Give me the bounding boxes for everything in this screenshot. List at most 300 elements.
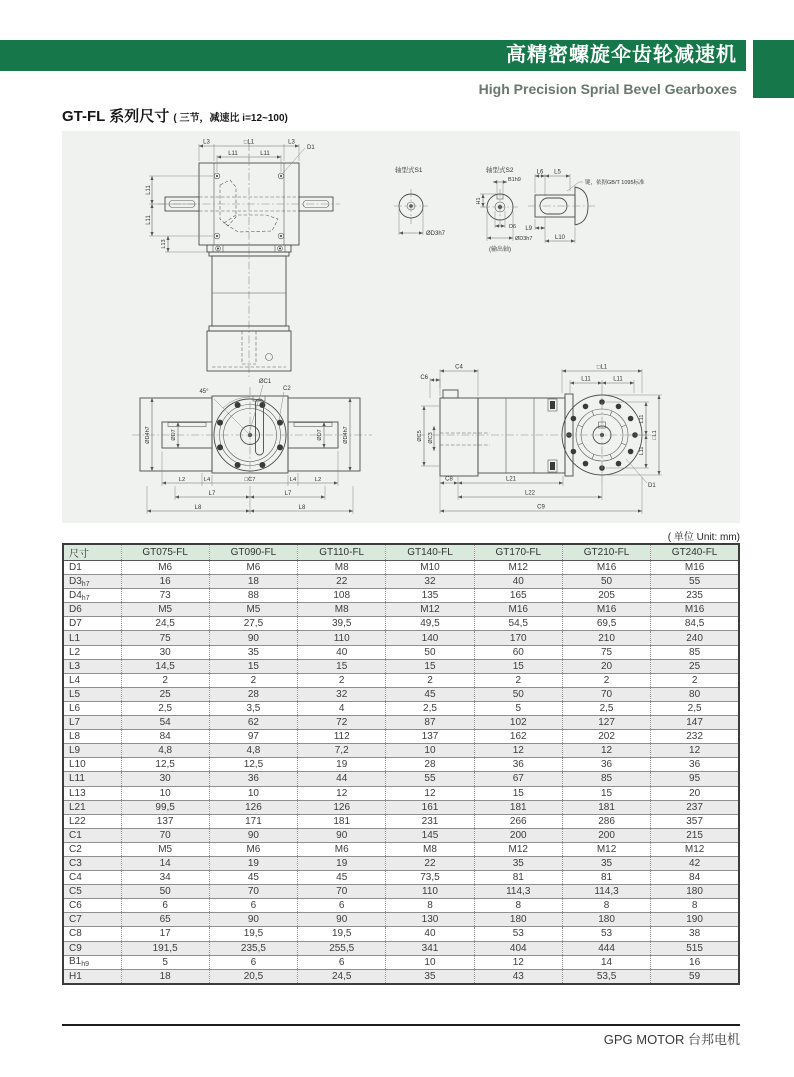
value-cell: 15: [209, 659, 297, 673]
value-cell: 90: [298, 828, 386, 842]
shaft-type-s2-drawing: [476, 165, 532, 253]
dim-label-l3-right: L3: [288, 139, 295, 146]
value-cell: 205: [562, 589, 650, 603]
table-row: [63, 645, 739, 659]
flange-dim-l4-b: L4: [289, 477, 297, 483]
value-cell: 30: [121, 772, 209, 786]
value-cell: 12: [474, 955, 562, 969]
value-cell: 170: [474, 631, 562, 645]
side-dim-c5: ØC5: [417, 430, 423, 442]
value-cell: 28: [386, 758, 474, 772]
value-cell: 50: [474, 687, 562, 701]
value-cell: 10: [209, 786, 297, 800]
value-cell: 81: [474, 871, 562, 885]
value-cell: 67: [474, 772, 562, 786]
column-header-model: GT090-FL: [209, 544, 297, 561]
value-cell: 171: [209, 814, 297, 828]
column-header-model: GT240-FL: [651, 544, 739, 561]
value-cell: 70: [562, 687, 650, 701]
value-cell: 8: [474, 899, 562, 913]
value-cell: 85: [562, 772, 650, 786]
section-title-note: ( 三节，减速比 i=12~100): [173, 113, 288, 124]
column-header-model: GT140-FL: [386, 544, 474, 561]
value-cell: 90: [209, 828, 297, 842]
dimension-table: [62, 543, 740, 985]
value-cell: 97: [209, 730, 297, 744]
value-cell: 32: [298, 687, 386, 701]
value-cell: 69,5: [562, 617, 650, 631]
value-cell: 45: [298, 871, 386, 885]
table-row: [63, 673, 739, 687]
value-cell: 147: [651, 716, 739, 730]
value-cell: 2,5: [121, 701, 209, 715]
row-label: $B1_{h9}$: [63, 955, 121, 969]
row-label: D6: [63, 603, 121, 617]
side-dim-c3: ØC3: [428, 432, 434, 444]
dim-label-l11-d: L11: [146, 215, 152, 225]
flange-dim-c7: □C7: [244, 477, 256, 483]
value-cell: 15: [474, 786, 562, 800]
value-cell: 73: [121, 589, 209, 603]
value-cell: 341: [386, 941, 474, 955]
s2-dim-b1: B1h9: [508, 177, 521, 183]
row-label: L7: [63, 716, 121, 730]
value-cell: 180: [651, 885, 739, 899]
value-cell: 53: [474, 927, 562, 941]
value-cell: 2,5: [562, 701, 650, 715]
value-cell: M8: [298, 603, 386, 617]
value-cell: 15: [298, 659, 386, 673]
value-cell: 42: [651, 856, 739, 870]
value-cell: 35: [386, 969, 474, 984]
value-cell: 6: [121, 899, 209, 913]
value-cell: 53: [562, 927, 650, 941]
value-cell: 190: [651, 913, 739, 927]
value-cell: 10: [386, 744, 474, 758]
value-cell: 36: [562, 758, 650, 772]
value-cell: 16: [651, 955, 739, 969]
key-side-view-drawing: [525, 170, 645, 244]
value-cell: 6: [298, 955, 386, 969]
value-cell: 12: [386, 786, 474, 800]
dimension-table-body: [63, 561, 739, 984]
value-cell: 75: [562, 645, 650, 659]
s1-dim-d3: ØD3h7: [426, 231, 446, 237]
value-cell: 88: [209, 589, 297, 603]
s2-dim-d3: ØD3h7: [515, 236, 533, 242]
value-cell: 24,5: [298, 969, 386, 984]
dimension-table-wrap: [62, 543, 740, 985]
value-cell: 8: [562, 899, 650, 913]
table-row: [63, 730, 739, 744]
value-cell: 22: [298, 575, 386, 589]
flange-dim-l2-b: L2: [314, 477, 322, 483]
table-row: [63, 589, 739, 603]
value-cell: 90: [209, 631, 297, 645]
dim-label-l3-left: L3: [203, 139, 210, 146]
value-cell: 36: [474, 758, 562, 772]
value-cell: 162: [474, 730, 562, 744]
side-dim-l22: L22: [524, 490, 536, 497]
value-cell: M6: [209, 842, 297, 856]
value-cell: 12: [651, 744, 739, 758]
s2-dim-d6: D6: [509, 224, 517, 230]
value-cell: 2: [121, 673, 209, 687]
value-cell: 12,5: [209, 758, 297, 772]
row-label: L11: [63, 772, 121, 786]
row-label: $D3_{h7}$: [63, 575, 121, 589]
row-label: L21: [63, 800, 121, 814]
value-cell: M12: [386, 603, 474, 617]
row-label: L10: [63, 758, 121, 772]
value-cell: M8: [298, 561, 386, 575]
row-label: C7: [63, 913, 121, 927]
flange-dim-c2: C2: [283, 386, 291, 392]
value-cell: 357: [651, 814, 739, 828]
row-label: D1: [63, 561, 121, 575]
value-cell: 43: [474, 969, 562, 984]
flange-dim-l2-a: L2: [178, 477, 186, 483]
value-cell: M5: [209, 603, 297, 617]
value-cell: 12: [298, 786, 386, 800]
value-cell: 137: [386, 730, 474, 744]
value-cell: 32: [386, 575, 474, 589]
table-row: [63, 927, 739, 941]
value-cell: 35: [474, 856, 562, 870]
row-label: L2: [63, 645, 121, 659]
value-cell: M6: [298, 842, 386, 856]
value-cell: 12: [562, 744, 650, 758]
table-row: [63, 800, 739, 814]
value-cell: 2,5: [386, 701, 474, 715]
value-cell: 2: [386, 673, 474, 687]
value-cell: M12: [562, 842, 650, 856]
header-row: [63, 544, 739, 561]
side-dim-l11-top-a: L11: [581, 376, 591, 383]
flange-dim-l8-b: L8: [298, 505, 306, 511]
side-dim-l1-right: □L1: [652, 430, 658, 440]
table-row: [63, 969, 739, 984]
flange-dim-d7-right: ØD7: [317, 429, 323, 441]
value-cell: 137: [121, 814, 209, 828]
value-cell: M12: [651, 842, 739, 856]
value-cell: 235,5: [209, 941, 297, 955]
value-cell: 145: [386, 828, 474, 842]
key-dim-l10: L10: [554, 235, 566, 241]
value-cell: 10: [121, 786, 209, 800]
row-label: L8: [63, 730, 121, 744]
column-header-model: GT210-FL: [562, 544, 650, 561]
column-header-model: GT075-FL: [121, 544, 209, 561]
value-cell: 130: [386, 913, 474, 927]
value-cell: 240: [651, 631, 739, 645]
value-cell: 6: [209, 899, 297, 913]
value-cell: 14: [562, 955, 650, 969]
value-cell: M16: [651, 561, 739, 575]
table-row: [63, 786, 739, 800]
key-dim-l5: L5: [554, 169, 561, 176]
flange-dim-l8-a: L8: [194, 505, 202, 511]
value-cell: 36: [209, 772, 297, 786]
value-cell: 2: [562, 673, 650, 687]
table-row: [63, 603, 739, 617]
value-cell: 255,5: [298, 941, 386, 955]
front-view-drawing: [146, 140, 340, 378]
value-cell: 39,5: [298, 617, 386, 631]
value-cell: 17: [121, 927, 209, 941]
value-cell: M16: [474, 603, 562, 617]
value-cell: 8: [386, 899, 474, 913]
value-cell: 181: [562, 800, 650, 814]
value-cell: M16: [562, 603, 650, 617]
value-cell: 231: [386, 814, 474, 828]
value-cell: 4: [298, 701, 386, 715]
value-cell: 114,3: [562, 885, 650, 899]
row-label: L9: [63, 744, 121, 758]
value-cell: 515: [651, 941, 739, 955]
table-row: [63, 758, 739, 772]
side-dim-l11-right-b: L11: [639, 446, 645, 456]
column-header-dim: 尺寸: [63, 544, 121, 561]
row-label: L1: [63, 631, 121, 645]
value-cell: 54: [121, 716, 209, 730]
value-cell: 16: [121, 575, 209, 589]
value-cell: 22: [386, 856, 474, 870]
value-cell: 202: [562, 730, 650, 744]
value-cell: 200: [562, 828, 650, 842]
value-cell: 35: [209, 645, 297, 659]
table-row: [63, 955, 739, 969]
value-cell: 60: [474, 645, 562, 659]
value-cell: 108: [298, 589, 386, 603]
table-row: [63, 941, 739, 955]
value-cell: 112: [298, 730, 386, 744]
value-cell: 404: [474, 941, 562, 955]
value-cell: 72: [298, 716, 386, 730]
value-cell: 40: [386, 927, 474, 941]
value-cell: 99,5: [121, 800, 209, 814]
table-row: [63, 701, 739, 715]
value-cell: 20: [562, 659, 650, 673]
value-cell: 65: [121, 913, 209, 927]
value-cell: 210: [562, 631, 650, 645]
value-cell: 73,5: [386, 871, 474, 885]
value-cell: 5: [474, 701, 562, 715]
value-cell: M6: [121, 561, 209, 575]
value-cell: 232: [651, 730, 739, 744]
row-label: L22: [63, 814, 121, 828]
value-cell: 70: [209, 885, 297, 899]
value-cell: 25: [121, 687, 209, 701]
value-cell: 14,5: [121, 659, 209, 673]
table-row: [63, 885, 739, 899]
flange-dim-d4-left: ØD4h7: [145, 426, 151, 444]
side-dim-c6: C6: [420, 375, 428, 381]
side-dim-c8: C8: [445, 476, 453, 483]
row-label: D7: [63, 617, 121, 631]
section-title-text: GT-FL 系列尺寸: [62, 108, 170, 125]
table-row: [63, 617, 739, 631]
value-cell: M5: [121, 842, 209, 856]
value-cell: 102: [474, 716, 562, 730]
value-cell: 14: [121, 856, 209, 870]
value-cell: 15: [386, 659, 474, 673]
value-cell: 12,5: [121, 758, 209, 772]
flange-dim-45: 45°: [199, 389, 209, 395]
value-cell: 12: [474, 744, 562, 758]
value-cell: 59: [651, 969, 739, 984]
s2-dim-h1: H1: [476, 197, 482, 205]
value-cell: M16: [562, 561, 650, 575]
value-cell: 127: [562, 716, 650, 730]
table-row: [63, 631, 739, 645]
dim-label-l13: L13: [161, 239, 167, 249]
value-cell: 84,5: [651, 617, 739, 631]
value-cell: 24,5: [121, 617, 209, 631]
side-dim-d1: D1: [648, 483, 656, 489]
side-dim-c9: C9: [537, 504, 545, 511]
value-cell: 75: [121, 631, 209, 645]
value-cell: 181: [474, 800, 562, 814]
value-cell: 126: [298, 800, 386, 814]
dim-label-d1: D1: [307, 145, 315, 151]
value-cell: 34: [121, 871, 209, 885]
value-cell: M8: [386, 842, 474, 856]
value-cell: 19: [209, 856, 297, 870]
value-cell: 110: [298, 631, 386, 645]
value-cell: 4,8: [121, 744, 209, 758]
section-title: [62, 105, 288, 126]
row-label: $D4_{h7}$: [63, 589, 121, 603]
header-subtitle: High Precision Sprial Bevel Gearboxes: [478, 81, 737, 97]
row-label: C2: [63, 842, 121, 856]
value-cell: 2: [209, 673, 297, 687]
table-row: [63, 856, 739, 870]
value-cell: M12: [474, 842, 562, 856]
key-note: 键，依据GB/T 1095标准: [585, 180, 645, 186]
dim-label-l11-a: L11: [228, 151, 238, 157]
value-cell: 19,5: [209, 927, 297, 941]
value-cell: 90: [298, 913, 386, 927]
value-cell: 50: [386, 645, 474, 659]
table-row: [63, 575, 739, 589]
s2-title: 轴型式S2: [486, 167, 514, 174]
value-cell: 85: [651, 645, 739, 659]
value-cell: 80: [651, 687, 739, 701]
table-row: [63, 828, 739, 842]
row-label: C9: [63, 941, 121, 955]
table-row: [63, 744, 739, 758]
value-cell: 135: [386, 589, 474, 603]
header-title-bar: [0, 40, 746, 71]
value-cell: 161: [386, 800, 474, 814]
value-cell: 2: [298, 673, 386, 687]
value-cell: 237: [651, 800, 739, 814]
value-cell: 25: [651, 659, 739, 673]
table-row: [63, 561, 739, 575]
column-header-model: GT110-FL: [298, 544, 386, 561]
row-label: C1: [63, 828, 121, 842]
table-row: [63, 871, 739, 885]
flange-dim-d4-right: ØD4h7: [343, 426, 349, 444]
value-cell: 18: [121, 969, 209, 984]
value-cell: 19: [298, 856, 386, 870]
value-cell: M10: [386, 561, 474, 575]
value-cell: 20,5: [209, 969, 297, 984]
value-cell: 55: [651, 575, 739, 589]
value-cell: 180: [562, 913, 650, 927]
value-cell: 2: [651, 673, 739, 687]
value-cell: 180: [474, 913, 562, 927]
side-dim-l21: L21: [505, 476, 517, 483]
row-label: L5: [63, 687, 121, 701]
flange-dim-d7-left: ØD7: [171, 429, 177, 441]
value-cell: 7,2: [298, 744, 386, 758]
flange-dim-l7-a: L7: [208, 491, 216, 497]
value-cell: 36: [651, 758, 739, 772]
value-cell: 286: [562, 814, 650, 828]
footer-divider: [62, 1024, 740, 1026]
row-label: C3: [63, 856, 121, 870]
value-cell: 126: [209, 800, 297, 814]
value-cell: 18: [209, 575, 297, 589]
value-cell: 35: [562, 856, 650, 870]
value-cell: 6: [209, 955, 297, 969]
value-cell: 140: [386, 631, 474, 645]
dim-label-l11-c: L11: [146, 185, 152, 195]
header-title: 高精密螺旋伞齿轮减速机: [506, 44, 737, 66]
value-cell: 181: [298, 814, 386, 828]
value-cell: 444: [562, 941, 650, 955]
value-cell: M16: [651, 603, 739, 617]
value-cell: 53,5: [562, 969, 650, 984]
value-cell: 44: [298, 772, 386, 786]
value-cell: M5: [121, 603, 209, 617]
technical-drawings: [62, 131, 740, 523]
drawings-svg: [62, 131, 740, 523]
row-label: H1: [63, 969, 121, 984]
value-cell: 95: [651, 772, 739, 786]
value-cell: 15: [474, 659, 562, 673]
value-cell: 45: [386, 687, 474, 701]
table-row: [63, 899, 739, 913]
value-cell: 235: [651, 589, 739, 603]
value-cell: 55: [386, 772, 474, 786]
dimension-table-head: [63, 544, 739, 561]
row-label: L6: [63, 701, 121, 715]
footer-brand: GPG MOTOR 台邦电机: [603, 1032, 740, 1047]
value-cell: 15: [562, 786, 650, 800]
value-cell: 38: [651, 927, 739, 941]
table-row: [63, 913, 739, 927]
row-label: C4: [63, 871, 121, 885]
value-cell: 191,5: [121, 941, 209, 955]
s2-note: (输出轴): [489, 247, 511, 253]
value-cell: 28: [209, 687, 297, 701]
table-row: [63, 687, 739, 701]
column-header-model: GT170-FL: [474, 544, 562, 561]
value-cell: 50: [121, 885, 209, 899]
value-cell: 30: [121, 645, 209, 659]
value-cell: 49,5: [386, 617, 474, 631]
value-cell: 110: [386, 885, 474, 899]
row-label: L4: [63, 673, 121, 687]
value-cell: 40: [474, 575, 562, 589]
table-row: [63, 716, 739, 730]
value-cell: 40: [298, 645, 386, 659]
value-cell: 10: [386, 955, 474, 969]
value-cell: 4,8: [209, 744, 297, 758]
